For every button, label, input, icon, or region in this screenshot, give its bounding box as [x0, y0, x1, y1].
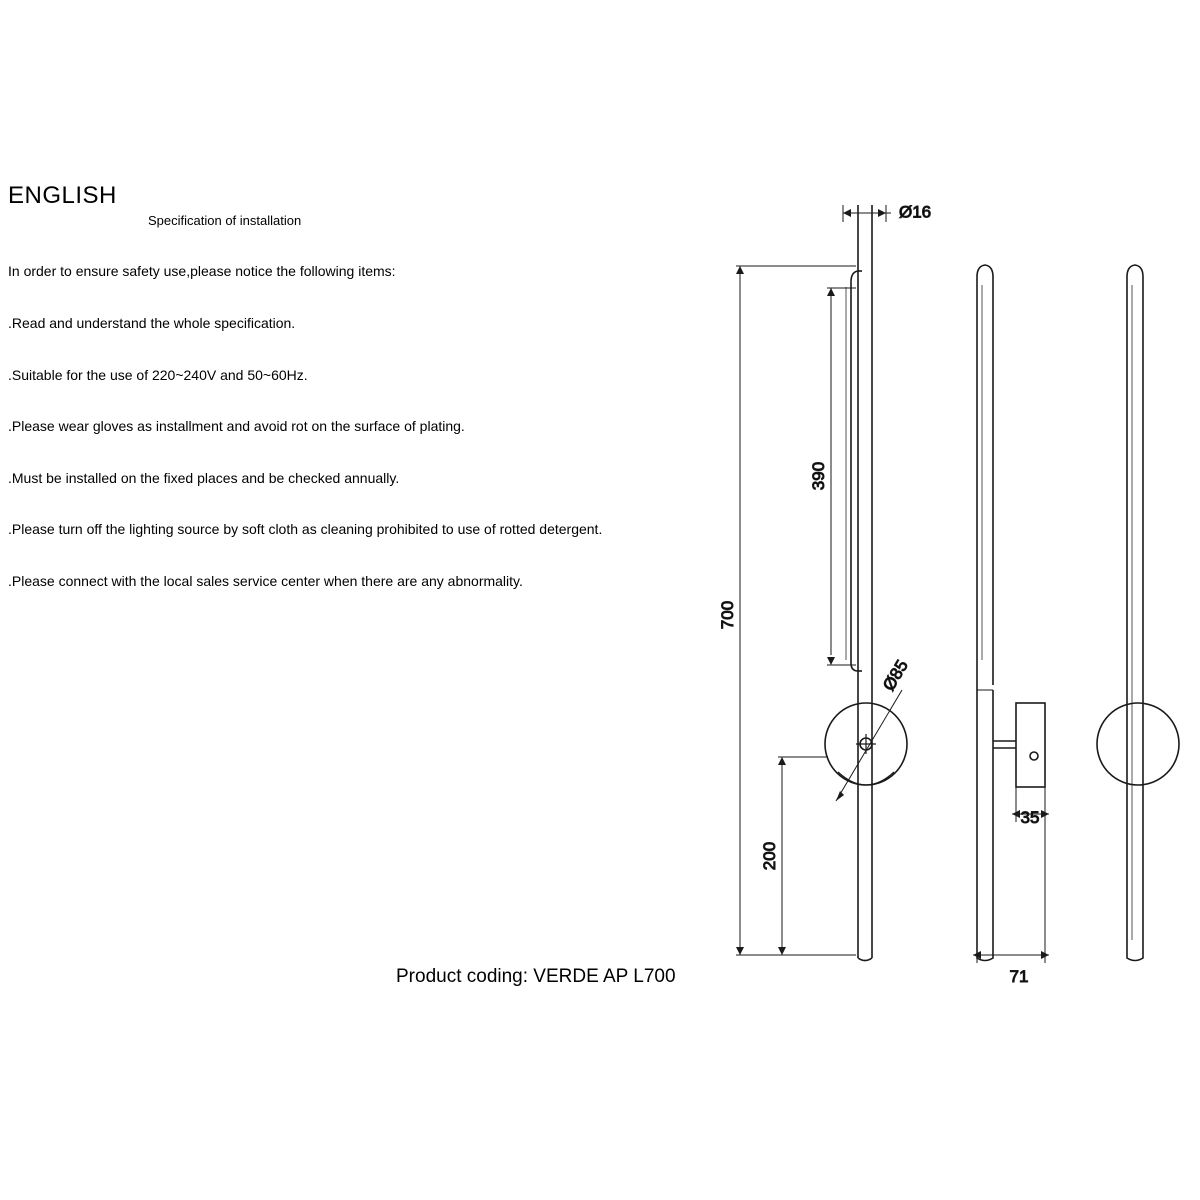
side-view: [977, 265, 1045, 961]
backplate-block-hole: [1030, 752, 1038, 760]
front-view: [825, 205, 907, 961]
dim-text-71: 71: [1009, 967, 1029, 986]
rear-rod-outline: [1127, 265, 1143, 961]
dim-text-35: 35: [1020, 808, 1040, 827]
dim-text-200: 200: [760, 841, 779, 871]
diffuser-top-left: [851, 271, 858, 282]
list-item: .Please turn off the lighting source by soft cloth as cleaning prohibited to use of rotted detergent.: [8, 521, 603, 538]
rod-bottom-cap: [858, 958, 872, 961]
instruction-intro: In order to ensure safety use,please notice the following items:: [8, 263, 396, 280]
arrow-top-700: [736, 266, 744, 274]
list-item: .Please connect with the local sales service center when there are any abnormality.: [8, 573, 523, 590]
language-title: ENGLISH: [8, 182, 117, 209]
arrow-top-390: [827, 288, 835, 296]
dim-text-700: 700: [718, 600, 737, 630]
side-rod-outline-top: [977, 265, 993, 685]
list-item: .Read and understand the whole specification.: [8, 315, 296, 332]
backplate-block: [1016, 703, 1045, 787]
arrow-right-d16: [878, 209, 886, 217]
dim-text-d16: Ø16: [899, 202, 932, 222]
list-item: .Suitable for the use of 220~240V and 50~60Hz.: [8, 366, 308, 383]
dim-diameter-top: [843, 202, 931, 222]
spec-heading: Specification of installation: [148, 213, 302, 228]
dim-height-mount: [760, 757, 828, 955]
product-coding-label: Product coding: VERDE AP L700: [396, 966, 676, 987]
dim-text-d85: Ø85: [879, 656, 912, 695]
list-item: .Must be installed on the fixed places and be checked annually.: [8, 469, 400, 486]
arrow-left-d16: [843, 209, 851, 217]
arrow-top-200: [778, 757, 786, 765]
rear-backplate-circle: [1097, 703, 1179, 785]
rear-view: [1097, 265, 1179, 961]
arrow-bottom-390: [827, 657, 835, 665]
dim-length-lit: [809, 288, 856, 665]
arrow-bottom-200: [778, 947, 786, 955]
arrow-d85: [836, 791, 844, 801]
dim-text-390: 390: [809, 461, 828, 491]
dim-depth-backplate: [1012, 787, 1049, 827]
dim-length-total: [718, 266, 856, 955]
diffuser-bottom-left: [851, 663, 858, 671]
arrow-bottom-700: [736, 947, 744, 955]
side-rod-lower: [977, 690, 993, 961]
list-item: .Please wear gloves as installment and avoid rot on the surface of plating.: [8, 418, 465, 435]
